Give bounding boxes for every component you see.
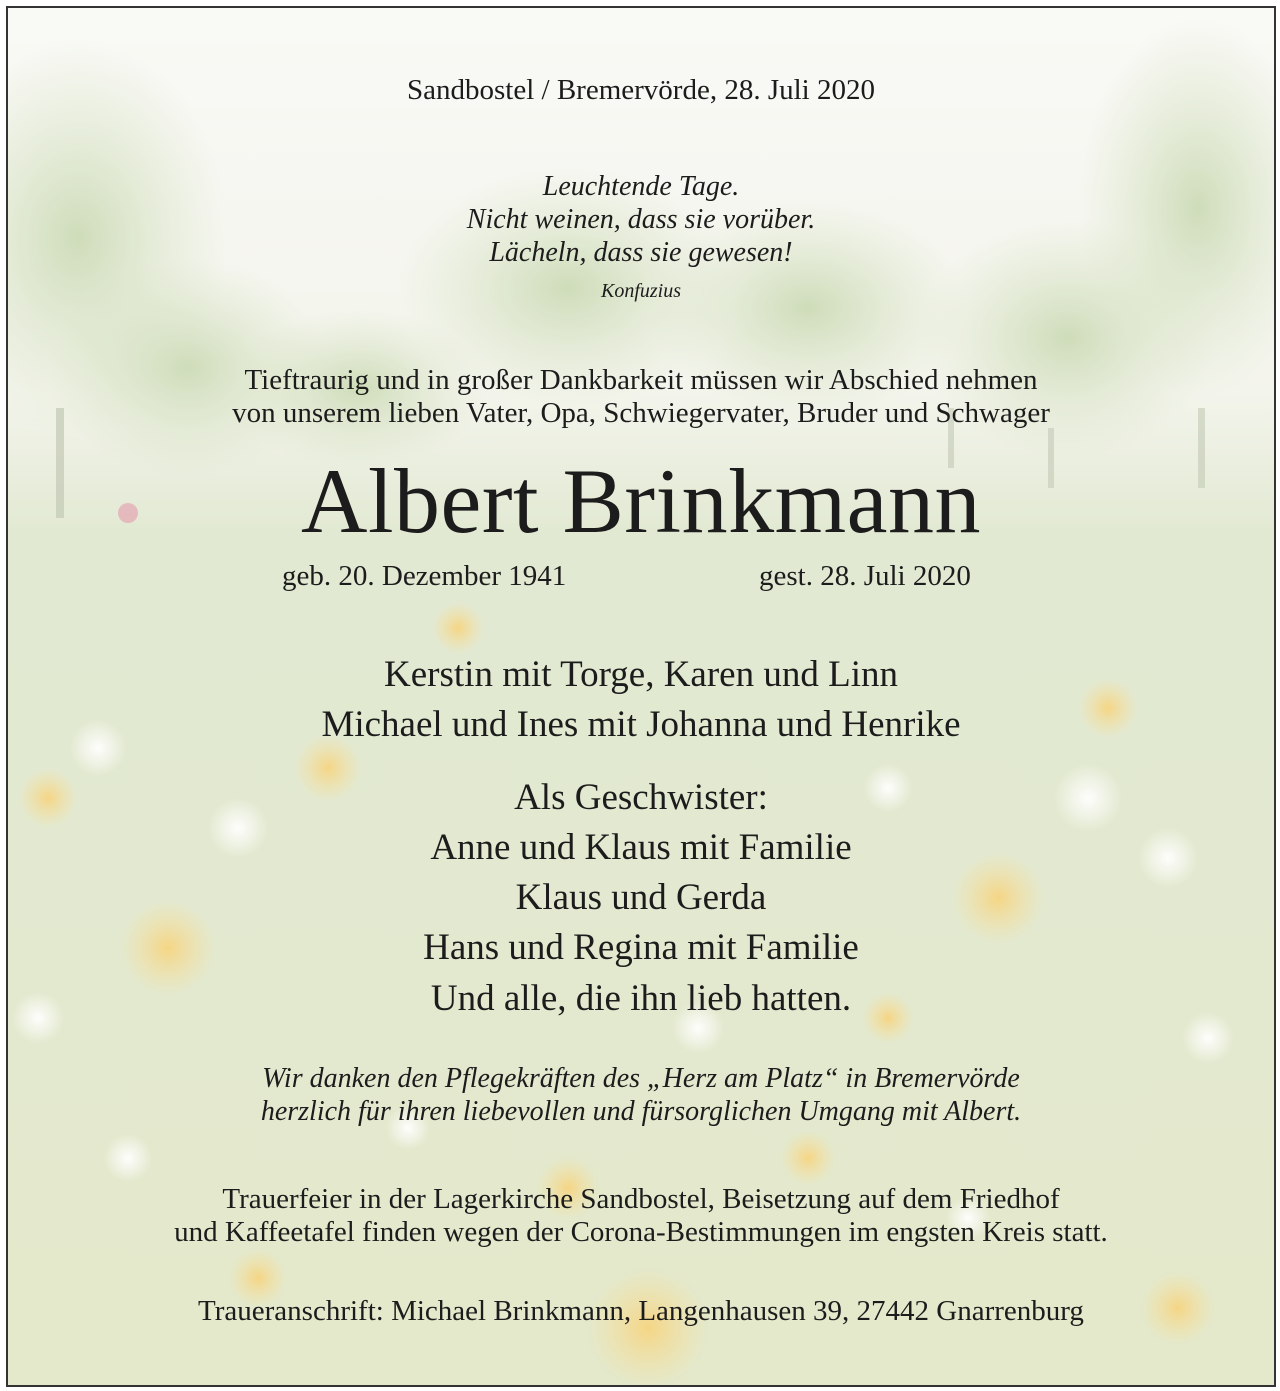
thanks-line: herzlich für ihren liebevollen und fürsorglichen Umgang mit Albert. xyxy=(260,1096,1022,1127)
intro-line: von unserem lieben Vater, Opa, Schwiegervater, Bruder und Schwager xyxy=(232,397,1050,429)
obituary-notice xyxy=(6,6,1276,1387)
quote-line: Lächeln, dass sie gewesen! xyxy=(489,237,793,268)
quote-line: Nicht weinen, dass sie vorüber. xyxy=(466,204,816,235)
sibling-line: Klaus und Gerda xyxy=(515,877,767,918)
family-line: Kerstin mit Torge, Karen und Linn xyxy=(384,654,898,695)
siblings-heading: Als Geschwister: xyxy=(514,777,768,818)
thanks-line: Wir danken den Pflegekräften des „Herz am Platz“ in Bremervörde xyxy=(262,1063,1020,1094)
service-line: Trauerfeier in der Lagerkirche Sandbostel, Beisetzung auf dem Friedhof xyxy=(222,1183,1060,1215)
death-date: gest. 28. Juli 2020 xyxy=(759,560,971,592)
deceased-name: Albert Brinkmann xyxy=(301,450,981,552)
quote-author: Konfuzius xyxy=(600,280,682,302)
place-date: Sandbostel / Bremervörde, 28. Juli 2020 xyxy=(407,74,875,106)
notice-text xyxy=(8,8,1274,1385)
mourning-address: Traueranschrift: Michael Brinkmann, Langenhausen 39, 27442 Gnarrenburg xyxy=(198,1295,1084,1327)
sibling-line: Hans und Regina mit Familie xyxy=(423,927,859,968)
birth-date: geb. 20. Dezember 1941 xyxy=(282,560,567,592)
family-line: Michael und Ines mit Johanna und Henrike xyxy=(321,704,961,745)
sibling-line: Anne und Klaus mit Familie xyxy=(430,827,852,868)
sibling-line: Und alle, die ihn lieb hatten. xyxy=(430,978,852,1019)
quote-line: Leuchtende Tage. xyxy=(542,171,740,202)
intro-line: Tieftraurig und in großer Dankbarkeit müssen wir Abschied nehmen xyxy=(244,364,1038,396)
service-line: und Kaffeetafel finden wegen der Corona-Bestimmungen im engsten Kreis statt. xyxy=(174,1216,1108,1248)
